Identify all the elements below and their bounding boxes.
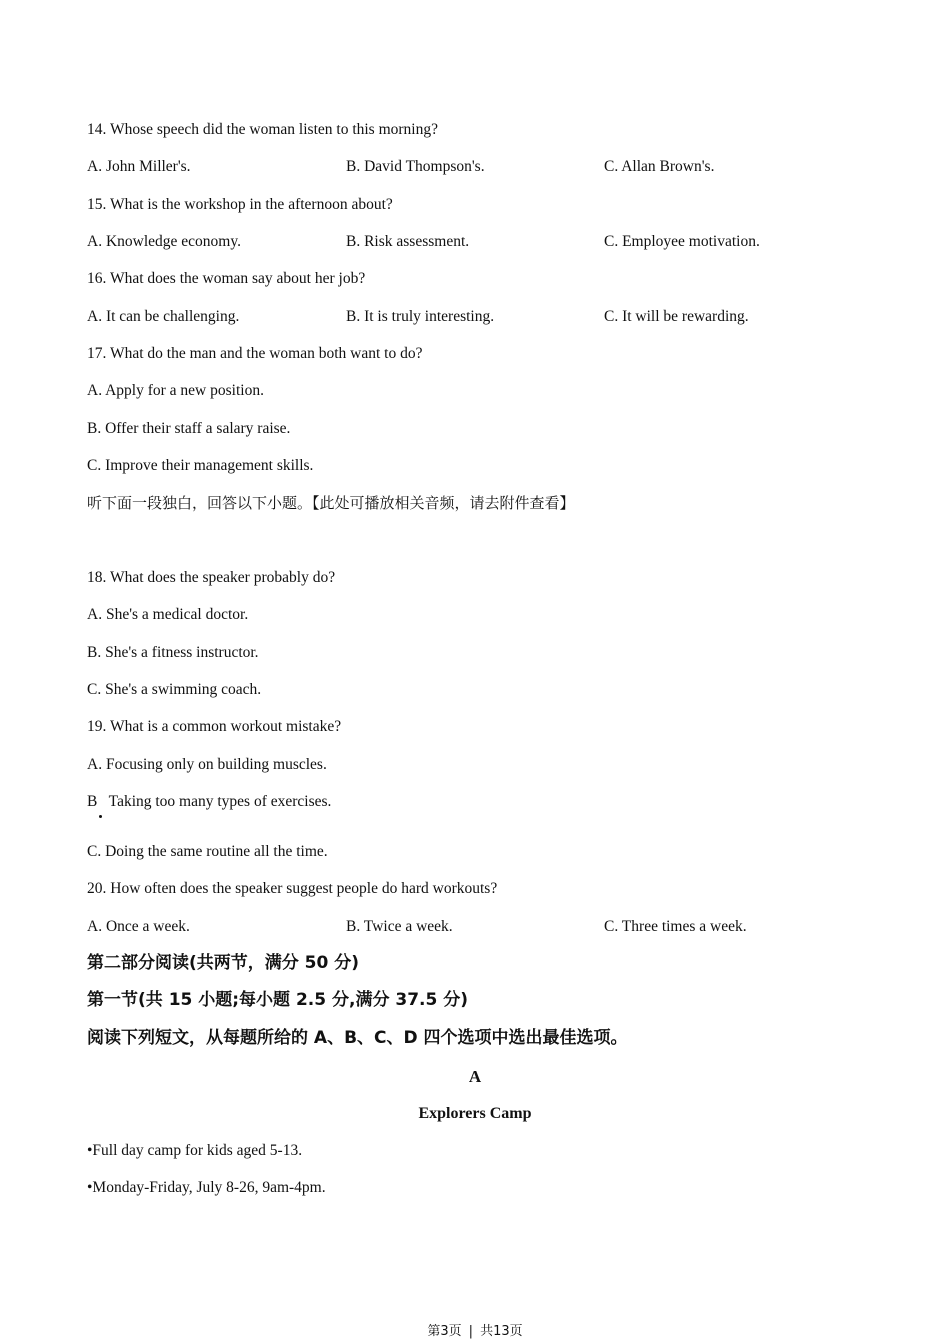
q17-option-a: A. Apply for a new position. bbox=[87, 382, 264, 399]
q20-option-a: A. Once a week. bbox=[87, 918, 190, 935]
q19-option-a: A. Focusing only on building muscles. bbox=[87, 756, 327, 773]
q14-option-c: C. Allan Brown's. bbox=[604, 158, 715, 175]
question-15: 15. What is the workshop in the afternoon about? bbox=[87, 196, 393, 213]
total-pages: 共13页 bbox=[480, 1324, 523, 1339]
q15-option-a: A. Knowledge economy. bbox=[87, 233, 241, 250]
q19-option-c: C. Doing the same routine all the time. bbox=[87, 843, 328, 860]
q14-option-a: A. John Miller's. bbox=[87, 158, 191, 175]
q18-option-b: B. She's a fitness instructor. bbox=[87, 644, 259, 661]
page-number: 第3页 bbox=[427, 1324, 462, 1339]
q18-option-a: A. She's a medical doctor. bbox=[87, 606, 249, 623]
q16-option-b: B. It is truly interesting. bbox=[346, 308, 495, 325]
question-17: 17. What do the man and the woman both want to do? bbox=[87, 345, 423, 362]
question-19: 19. What is a common workout mistake? bbox=[87, 718, 342, 735]
reading-instruction: 阅读下列短文，从每题所给的 A、B、C、D 四个选项中选出最佳选项。 bbox=[87, 1028, 628, 1048]
q15-option-c: C. Employee motivation. bbox=[604, 233, 760, 250]
q16-option-a: A. It can be challenging. bbox=[87, 308, 240, 325]
q17-option-b: B. Offer their staff a salary raise. bbox=[87, 420, 291, 437]
q20-option-b: B. Twice a week. bbox=[346, 918, 453, 935]
bullet-item: •Monday-Friday, July 8-26, 9am-4pm. bbox=[87, 1179, 326, 1196]
question-18: 18. What does the speaker probably do? bbox=[87, 569, 336, 586]
q18-option-c: C. She's a swimming coach. bbox=[87, 681, 262, 698]
passage-title: Explorers Camp bbox=[418, 1105, 532, 1122]
q17-option-c: C. Improve their management skills. bbox=[87, 457, 314, 474]
q15-option-b: B. Risk assessment. bbox=[346, 233, 470, 250]
passage-letter: A bbox=[468, 1067, 482, 1086]
bullet-item: •Full day camp for kids aged 5-13. bbox=[87, 1142, 303, 1159]
part2-title: 第二部分阅读(共两节，满分 50 分) bbox=[87, 953, 360, 973]
q19-option-b: B Taking too many types of exercises. bbox=[87, 793, 332, 810]
question-20: 20. How often does the speaker suggest people do hard workouts? bbox=[87, 880, 498, 897]
q16-option-c: C. It will be rewarding. bbox=[604, 308, 749, 325]
question-16: 16. What does the woman say about her job? bbox=[87, 270, 366, 287]
footer-separator: | bbox=[468, 1324, 474, 1339]
monologue-instruction: 听下面一段独白，回答以下小题。【此处可播放相关音频，请去附件查看】 bbox=[87, 494, 575, 512]
q20-option-c: C. Three times a week. bbox=[604, 918, 747, 935]
question-14: 14. Whose speech did the woman listen to this morning? bbox=[87, 121, 438, 138]
section1-title: 第一节(共 15 小题;每小题 2.5 分,满分 37.5 分) bbox=[87, 990, 469, 1010]
stray-dot-mark bbox=[99, 815, 102, 818]
page-footer bbox=[0, 1323, 950, 1341]
q14-option-b: B. David Thompson's. bbox=[346, 158, 485, 175]
